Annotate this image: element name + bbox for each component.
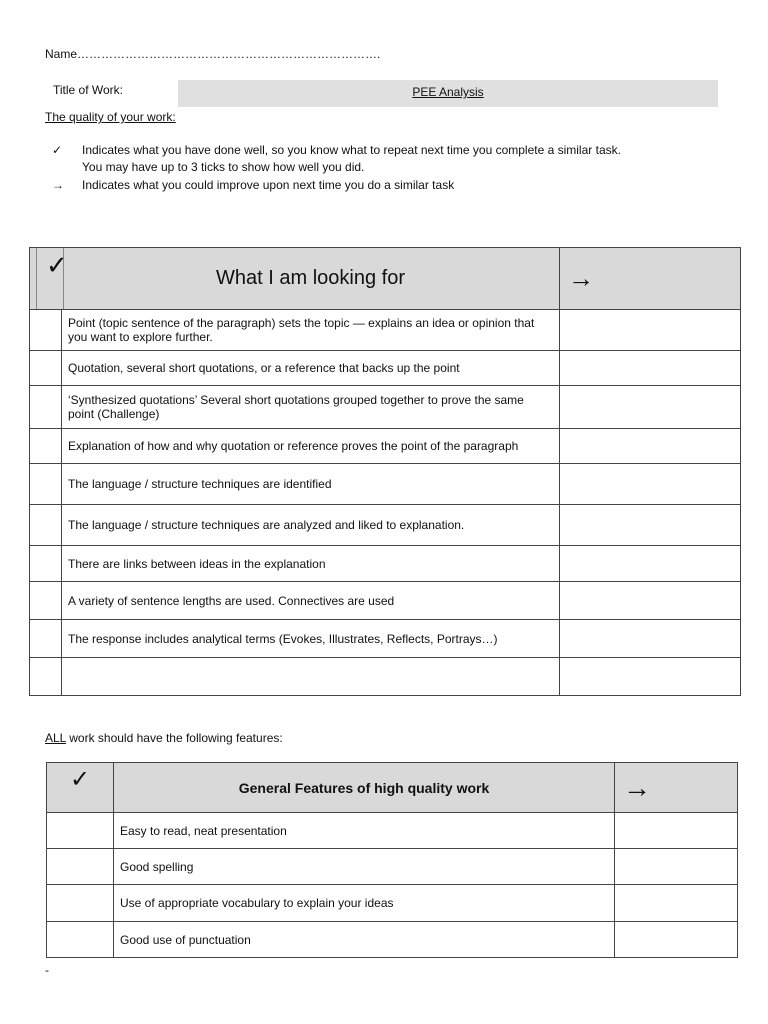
criterion-text: ‘Synthesized quotations’ Several short quotations grouped together to prove the same point (Challenge) bbox=[62, 386, 560, 429]
improve-cell[interactable] bbox=[615, 885, 738, 922]
features-table bbox=[46, 762, 738, 958]
criterion-text: There are links between ideas in the explanation bbox=[62, 546, 560, 582]
feature-text: Good use of punctuation bbox=[114, 922, 615, 958]
key-text: Indicates what you have done well, so you know what to repeat next time you complete a similar task. bbox=[82, 143, 621, 157]
improve-cell[interactable] bbox=[560, 464, 741, 505]
improve-cell[interactable] bbox=[560, 582, 741, 620]
table-row bbox=[30, 386, 741, 429]
tick-cell[interactable] bbox=[30, 386, 62, 429]
tick-cell[interactable] bbox=[47, 849, 114, 885]
table-row bbox=[47, 922, 738, 958]
improve-cell[interactable] bbox=[615, 849, 738, 885]
arrow-right-icon: → bbox=[615, 763, 738, 813]
criterion-text: The language / structure techniques are analyzed and liked to explanation. bbox=[62, 505, 560, 546]
improve-cell[interactable] bbox=[560, 505, 741, 546]
tick-cell[interactable] bbox=[30, 620, 62, 658]
feature-text: Use of appropriate vocabulary to explain your ideas bbox=[114, 885, 615, 922]
tick-cell[interactable] bbox=[30, 429, 62, 464]
tick-cell[interactable] bbox=[30, 351, 62, 386]
arrow-right-icon: → bbox=[560, 248, 741, 310]
footer-mark: - bbox=[45, 963, 49, 977]
table-row bbox=[30, 505, 741, 546]
name-field-line[interactable]: Name…………………………………………………………………. bbox=[45, 47, 381, 61]
improve-cell[interactable] bbox=[560, 546, 741, 582]
tick-cell[interactable] bbox=[30, 464, 62, 505]
table-row bbox=[47, 885, 738, 922]
improve-cell[interactable] bbox=[560, 429, 741, 464]
tick-cell[interactable] bbox=[47, 885, 114, 922]
improve-cell[interactable] bbox=[560, 310, 741, 351]
tick-column-header bbox=[30, 248, 68, 310]
tick-cell[interactable] bbox=[47, 922, 114, 958]
features-table-title: General Features of high quality work bbox=[114, 763, 615, 813]
criterion-text: The language / structure techniques are identified bbox=[62, 464, 560, 505]
table-row bbox=[30, 546, 741, 582]
table-row bbox=[47, 813, 738, 849]
features-table-header bbox=[47, 763, 738, 813]
table-row bbox=[30, 351, 741, 386]
criteria-table-title: What I am looking for bbox=[62, 248, 560, 310]
criterion-text: Quotation, several short quotations, or a reference that backs up the point bbox=[62, 351, 560, 386]
tick-cell[interactable] bbox=[47, 813, 114, 849]
tick-icon: ✓ bbox=[52, 143, 63, 157]
table-row bbox=[30, 658, 741, 696]
features-label-rest: work should have the following features: bbox=[65, 731, 283, 745]
table-row bbox=[30, 620, 741, 658]
tick-cell[interactable] bbox=[30, 658, 62, 696]
improve-cell[interactable] bbox=[560, 386, 741, 429]
improve-cell[interactable] bbox=[560, 351, 741, 386]
table-row bbox=[30, 582, 741, 620]
arrow-right-icon: → bbox=[52, 178, 64, 192]
feature-text: Good spelling bbox=[114, 849, 615, 885]
table-row bbox=[30, 310, 741, 351]
title-of-work-label: Title of Work: bbox=[53, 83, 124, 97]
table-row bbox=[30, 429, 741, 464]
quality-heading: The quality of your work: bbox=[45, 110, 176, 124]
title-of-work-value: PEE Analysis bbox=[412, 85, 484, 99]
improve-cell[interactable] bbox=[560, 658, 741, 696]
table-row bbox=[47, 849, 738, 885]
title-of-work-field bbox=[178, 80, 718, 107]
key-text: You may have up to 3 ticks to show how well you did. bbox=[82, 160, 365, 174]
features-label-all: ALL bbox=[45, 731, 66, 745]
tick-icon: ✓ bbox=[47, 763, 114, 813]
improve-cell[interactable] bbox=[615, 813, 738, 849]
tick-cell[interactable] bbox=[30, 582, 62, 620]
tick-cell[interactable] bbox=[30, 310, 62, 351]
criterion-text: A variety of sentence lengths are used. Connectives are used bbox=[62, 582, 560, 620]
tick-cell[interactable] bbox=[30, 505, 62, 546]
table-row bbox=[30, 464, 741, 505]
criteria-table-header bbox=[30, 248, 741, 310]
tick-cell[interactable] bbox=[30, 546, 62, 582]
criterion-text: Point (topic sentence of the paragraph) sets the topic — explains an idea or opinion that you want to explore further. bbox=[62, 310, 560, 351]
criterion-text: The response includes analytical terms (Evokes, Illustrates, Reflects, Portrays…) bbox=[62, 620, 560, 658]
tick-icon: ✓ bbox=[46, 250, 68, 280]
feature-text: Easy to read, neat presentation bbox=[114, 813, 615, 849]
improve-cell[interactable] bbox=[615, 922, 738, 958]
criteria-table bbox=[29, 247, 741, 696]
criterion-text[interactable] bbox=[62, 658, 560, 696]
features-label bbox=[45, 731, 283, 745]
key-text: Indicates what you could improve upon next time you do a similar task bbox=[82, 178, 455, 192]
criterion-text: Explanation of how and why quotation or reference proves the point of the paragraph bbox=[62, 429, 560, 464]
improve-cell[interactable] bbox=[560, 620, 741, 658]
